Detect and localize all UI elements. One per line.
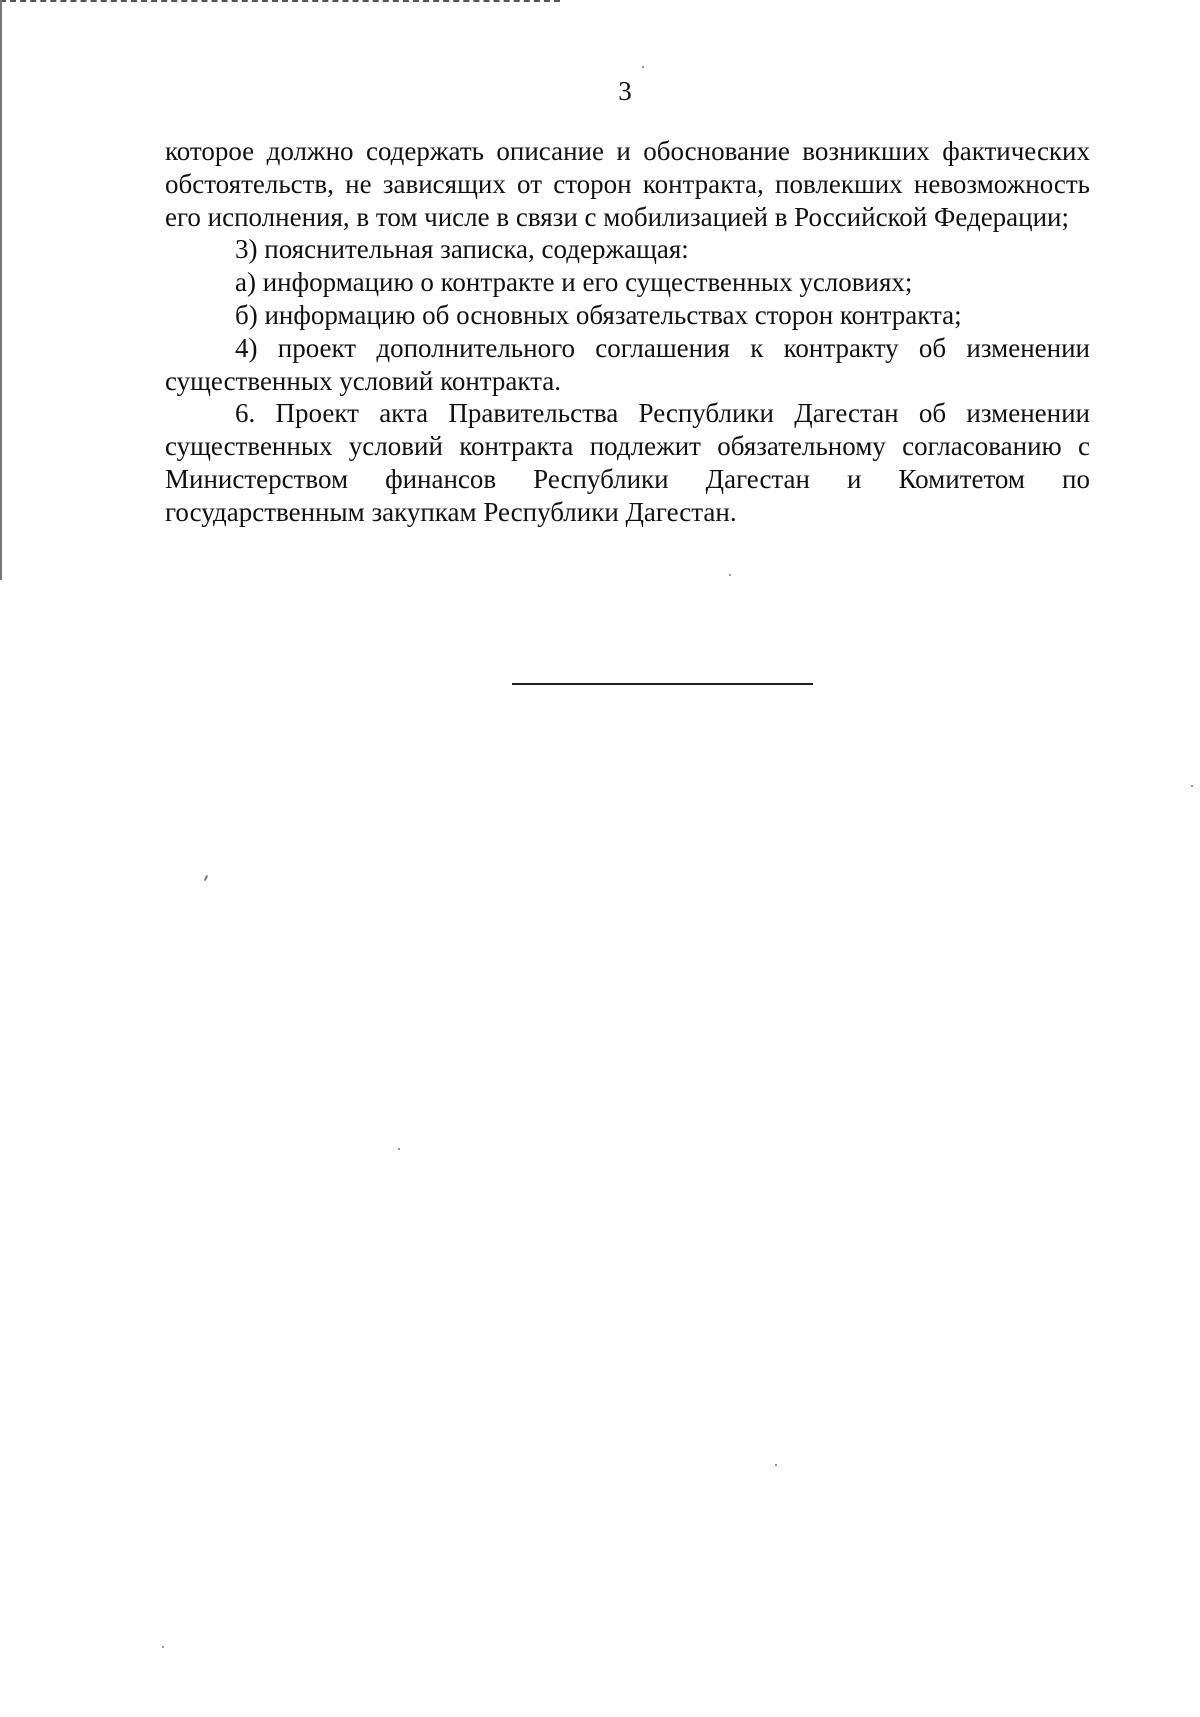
scan-speck: [398, 1148, 400, 1150]
scan-speck: [162, 1646, 164, 1648]
page-number: 3: [618, 76, 632, 106]
paragraph-item-3-a: а) информацию о контракте и его существенных условиях;: [235, 267, 913, 298]
paragraph-clause-6-end: государственным закупкам Республики Дагестан.: [165, 496, 737, 527]
paragraph-continuation: которое должно содержать описание и обоснование возникших фактических обстоятельств, не зависящих от сторон контракта, повлекших невозможность его исполнения, в том числе в связи с мобилизацией в Российской Федерации;: [165, 136, 1090, 232]
scan-speck: [1191, 785, 1193, 787]
paragraph-item-3-b: б) информацию об основных обязательствах сторон контракта;: [235, 299, 962, 330]
scan-speck: [775, 1464, 777, 1466]
scan-edge-top: [0, 0, 560, 2]
paragraph-item-3: 3) пояснительная записка, содержащая:: [235, 234, 689, 265]
paragraph-item-4: 4) проект дополнительного соглашения к контракту об изменении существенных условий контракта.: [165, 332, 1090, 396]
closing-rule: [512, 683, 813, 685]
scan-speck: [204, 875, 208, 881]
scan-speck: [729, 574, 731, 576]
document-body: [165, 135, 1090, 529]
scan-speck: [642, 66, 644, 68]
paragraph-clause-6: 6. Проект акта Правительства Республики Дагестан об изменении существенных условий контракта подлежит обязательному согласованию с Министерством финансов Республики Дагестан и Комитетом по: [165, 398, 1090, 494]
